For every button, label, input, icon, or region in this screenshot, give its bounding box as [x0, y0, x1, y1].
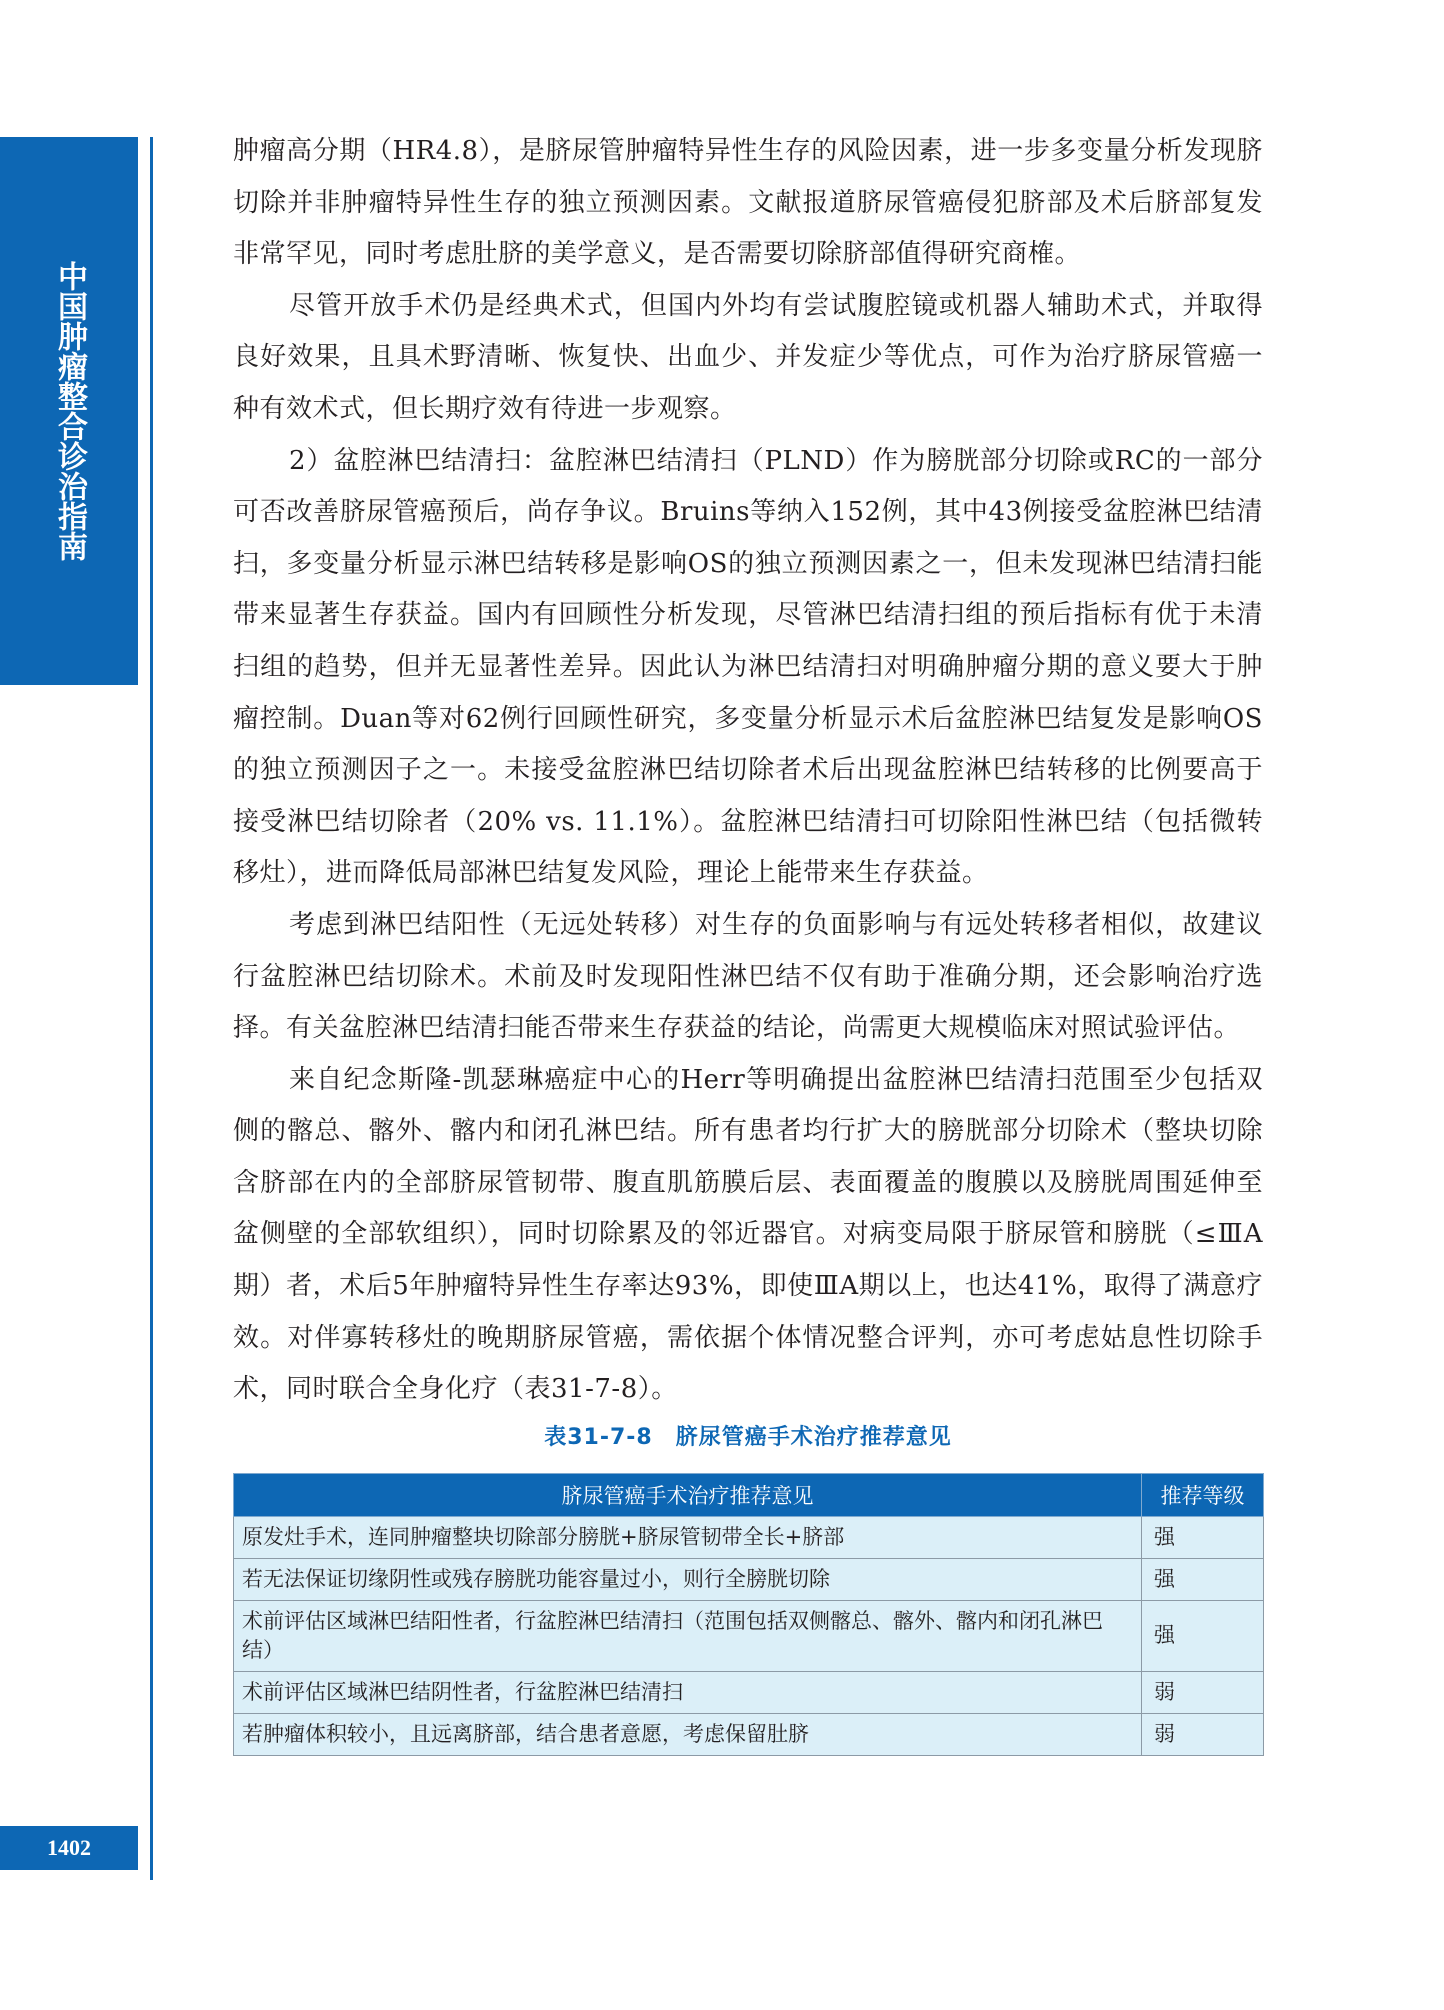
- side-title-band: [0, 137, 138, 685]
- recommendation-level: 弱: [1142, 1671, 1264, 1713]
- recommendation-text: 术前评估区域淋巴结阴性者，行盆腔淋巴结清扫: [234, 1671, 1142, 1713]
- table-header-row: [234, 1473, 1264, 1516]
- table-row: [234, 1516, 1264, 1558]
- table-row: [234, 1713, 1264, 1755]
- paragraph: 肿瘤高分期（HR4.8），是脐尿管肿瘤特异性生存的风险因素，进一步多变量分析发现脐切除并非肿瘤特异性生存的独立预测因素。文献报道脐尿管癌侵犯脐部及术后脐部复发非常罕见，同时考虑肚脐的美学意义，是否需要切除脐部值得研究商榷。: [233, 136, 1263, 270]
- book-title: 中国肿瘤整合诊治指南: [52, 261, 87, 561]
- recommendation-level: 强: [1142, 1516, 1264, 1558]
- recommendation-level: 强: [1142, 1558, 1264, 1600]
- page-body: [233, 126, 1263, 1756]
- table-row: [234, 1671, 1264, 1713]
- recommendation-text: 若无法保证切缘阴性或残存膀胱功能容量过小，则行全膀胱切除: [234, 1558, 1142, 1600]
- recommendation-table: [233, 1473, 1264, 1756]
- recommendation-text: 若肿瘤体积较小，且远离脐部，结合患者意愿，考虑保留肚脐: [234, 1713, 1142, 1755]
- table-caption: 表31-7-8 脐尿管癌手术治疗推荐意见: [544, 1424, 952, 1450]
- recommendation-level: 弱: [1142, 1713, 1264, 1755]
- margin-rule: [150, 137, 153, 1880]
- table-row: [234, 1600, 1264, 1671]
- paragraph: 来自纪念斯隆-凯瑟琳癌症中心的Herr等明确提出盆腔淋巴结清扫范围至少包括双侧的髂总、髂外、髂内和闭孔淋巴结。所有患者均行扩大的膀胱部分切除术（整块切除含脐部在内的全部脐尿管韧带、腹直肌筋膜后层、表面覆盖的腹膜以及膀胱周围延伸至盆侧壁的全部软组织），同时切除累及的邻近器官。对病变局限于脐尿管和膀胱（≤ⅢA期）者，术后5年肿瘤特异性生存率达93%，即使ⅢA期以上，也达41%，取得了满意疗效。对伴寡转移灶的晚期脐尿管癌，需依据个体情况整合评判，亦可考虑姑息性切除手术，同时联合全身化疗（表31-7-8）。: [233, 1064, 1263, 1405]
- recommendation-text: 术前评估区域淋巴结阳性者，行盆腔淋巴结清扫（范围包括双侧髂总、髂外、髂内和闭孔淋巴结）: [234, 1600, 1142, 1671]
- paragraph: 考虑到淋巴结阳性（无远处转移）对生存的负面影响与有远处转移者相似，故建议行盆腔淋巴结切除术。术前及时发现阳性淋巴结不仅有助于准确分期，还会影响治疗选择。有关盆腔淋巴结清扫能否带来生存获益的结论，尚需更大规模临床对照试验评估。: [233, 909, 1263, 1044]
- recommendation-level: 强: [1142, 1600, 1264, 1671]
- page-number: 1402: [0, 1826, 138, 1870]
- paragraph: 2）盆腔淋巴结清扫：盆腔淋巴结清扫（PLND）作为膀胱部分切除或RC的一部分可否改善脐尿管癌预后，尚存争议。Bruins等纳入152例，其中43例接受盆腔淋巴结清扫，多变量分析显示淋巴结转移是影响OS的独立预测因素之一，但未发现淋巴结清扫能带来显著生存获益。国内有回顾性分析发现，尽管淋巴结清扫组的预后指标有优于未清扫组的趋势，但并无显著性差异。因此认为淋巴结清扫对明确肿瘤分期的意义要大于肿瘤控制。Duan等对62例行回顾性研究，多变量分析显示术后盆腔淋巴结复发是影响OS的独立预测因子之一。未接受盆腔淋巴结切除者术后出现盆腔淋巴结转移的比例要高于接受淋巴结切除者（20% vs. 11.1%）。盆腔淋巴结清扫可切除阳性淋巴结（包括微转移灶），进而降低局部淋巴结复发风险，理论上能带来生存获益。: [233, 445, 1263, 889]
- header-recommendation: 脐尿管癌手术治疗推荐意见: [234, 1473, 1142, 1516]
- header-level: 推荐等级: [1142, 1473, 1264, 1516]
- recommendation-text: 原发灶手术，连同肿瘤整块切除部分膀胱+脐尿管韧带全长+脐部: [234, 1516, 1142, 1558]
- table-row: [234, 1558, 1264, 1600]
- paragraph: 尽管开放手术仍是经典术式，但国内外均有尝试腹腔镜或机器人辅助术式，并取得良好效果，且具术野清晰、恢复快、出血少、并发症少等优点，可作为治疗脐尿管癌一种有效术式，但长期疗效有待进一步观察。: [233, 290, 1263, 424]
